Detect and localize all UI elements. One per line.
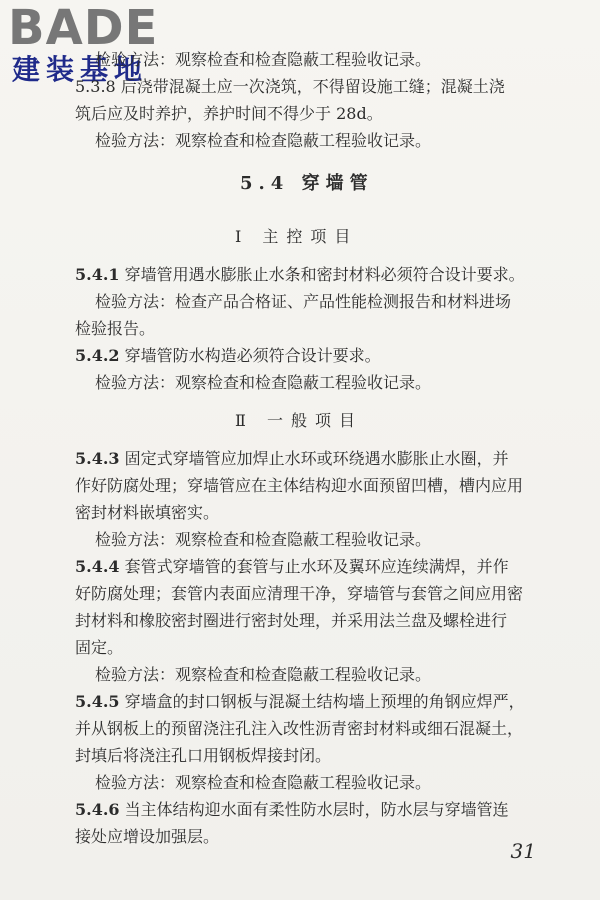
item-number: 5.4.6 xyxy=(75,800,120,819)
text-line: 检验方法：观察检查和检查隐蔽工程验收记录。 xyxy=(95,50,432,69)
text-line: 检验方法：观察检查和检查隐蔽工程验收记录。 xyxy=(95,773,432,792)
item-number: 5.4.3 xyxy=(75,449,120,468)
item-545 xyxy=(75,691,525,713)
text-line: 密封材料嵌填密实。 xyxy=(75,503,220,522)
text-line: 作好防腐处理；穿墙管应在主体结构迎水面预留凹槽，槽内应用 xyxy=(75,476,524,495)
subsection-title: Ⅱ 一般项目 xyxy=(235,411,363,430)
item-number: 5.4.1 xyxy=(75,265,120,284)
text-line: 检验方法：检查产品合格证、产品性能检测报告和材料进场 xyxy=(95,292,512,311)
text-line: 检验方法：观察检查和检查隐蔽工程验收记录。 xyxy=(95,665,432,684)
text-line: 检验方法：观察检查和检查隐蔽工程验收记录。 xyxy=(95,373,432,392)
text-line: 检验方法：观察检查和检查隐蔽工程验收记录。 xyxy=(95,530,432,549)
item-text: 当主体结构迎水面有柔性防水层时，防水层与穿墙管连 xyxy=(124,800,509,819)
text-line: 好防腐处理；套管内表面应清理干净，穿墙管与套管之间应用密 xyxy=(75,584,524,603)
page-number: 31 xyxy=(510,839,536,863)
item-number: 5.4.5 xyxy=(75,692,120,711)
item-542 xyxy=(75,345,381,367)
item-number: 5.4.2 xyxy=(75,346,120,365)
logo-brand: BADE xyxy=(8,0,159,56)
subsection-title: Ⅰ 主控项目 xyxy=(235,227,359,246)
text-line: 检验报告。 xyxy=(75,319,156,338)
text-line: 筑后应及时养护，养护时间不得少于 28d。 xyxy=(75,104,383,123)
text-line: 检验方法：观察检查和检查隐蔽工程验收记录。 xyxy=(95,131,432,150)
item-544 xyxy=(75,556,509,578)
item-number: 5.4.4 xyxy=(75,557,120,576)
text-line: 封材料和橡胶密封圈进行密封处理，并采用法兰盘及螺栓进行 xyxy=(75,611,508,630)
item-text: 穿墙管防水构造必须符合设计要求。 xyxy=(124,346,381,365)
text-line: 固定。 xyxy=(75,638,124,657)
text-line: 并从钢板上的预留浇注孔注入改性沥青密封材料或细石混凝土， xyxy=(75,719,524,738)
item-text: 固定式穿墙管应加焊止水环或环绕遇水膨胀止水圈，并 xyxy=(124,449,509,468)
logo-subtitle: 建装基地 xyxy=(12,53,149,86)
item-text: 穿墙管用遇水膨胀止水条和密封材料必须符合设计要求。 xyxy=(124,265,525,284)
item-543 xyxy=(75,448,509,470)
text-line: 接处应增设加强层。 xyxy=(75,827,220,846)
item-text: 套管式穿墙管的套管与止水环及翼环应连续满焊，并作 xyxy=(124,557,509,576)
text-line: 5.3.8 后浇带混凝土应一次浇筑，不得留设施工缝；混凝土浇 xyxy=(75,77,505,96)
item-541 xyxy=(75,264,525,286)
item-text: 穿墙盒的封口钢板与混凝土结构墙上预埋的角钢应焊严， xyxy=(124,692,525,711)
section-title: 5.4 穿墙管 xyxy=(240,173,374,194)
item-546 xyxy=(75,799,509,821)
text-line: 封填后将浇注孔口用钢板焊接封闭。 xyxy=(75,746,332,765)
